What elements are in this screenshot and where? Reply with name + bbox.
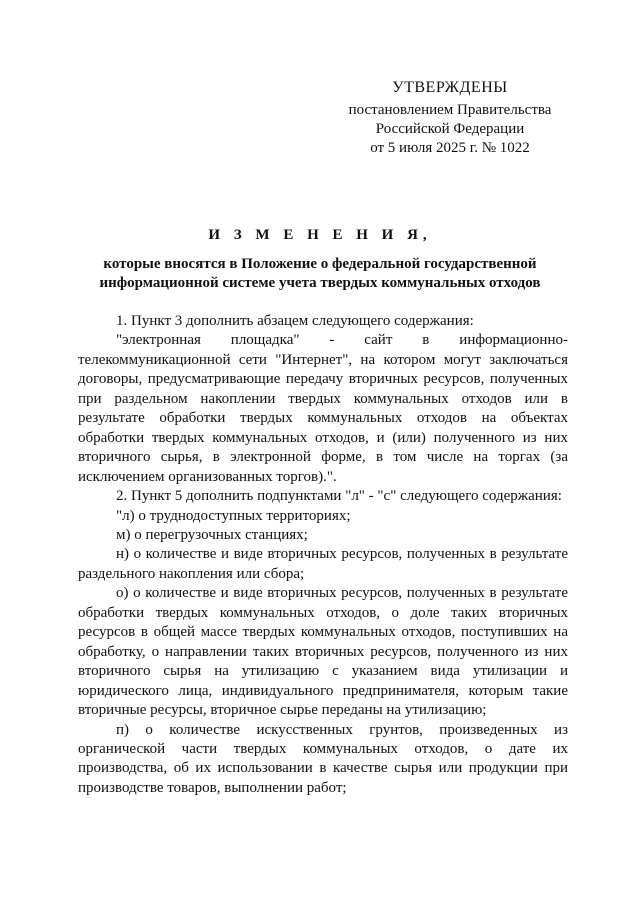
approval-line-3: от 5 июля 2025 г. № 1022: [370, 140, 530, 156]
approval-title: УТВЕРЖДЕНЫ: [392, 79, 508, 96]
paragraph: "л) о труднодоступных территориях;: [116, 507, 351, 524]
document-subtitle: которые вносятся в Положение о федеральной государственной информационной системе учета твердых коммунальных отходов: [99, 256, 541, 291]
paragraph: "электронная площадка" - сайт в информационно-телекоммуникационной сети "Интернет", на котором могут заключаться договоры, предусматривающие передачу вторичных ресурсов, полученных при раздельном накоплении твердых коммунальных отходов или в результате обработки твердых коммунальных отходов на объектах обработки твердых коммунальных отходов, и (или) полученного из них вторичного сырья, в электронной форме, в том числе на торгах (за исключением организованных торгов).".: [78, 332, 568, 485]
paragraph: 1. Пункт 3 дополнить абзацем следующего содержания:: [116, 313, 474, 329]
approval-line-2: Российской Федерации: [375, 121, 525, 137]
paragraph: н) о количестве и виде вторичных ресурсов, полученных в результате раздельного накопления или сбора;: [78, 546, 568, 582]
paragraph: о) о количестве и виде вторичных ресурсов, полученных в результате обработки твердых коммунальных отходов, о доле таких вторичных ресурсов в общей массе твердых коммунальных отходов, поступивших на обработку, о направлении таких вторичных ресурсов, полученного из них вторичного сырья на утилизацию с указанием вида утилизации и юридического лица, индивидуального предпринимателя, которым такие вторичные ресурсы, вторичное сырье переданы на утилизацию;: [78, 585, 568, 719]
document-heading: [60, 226, 580, 293]
approval-block: [300, 78, 600, 158]
approval-line-1: постановлением Правительства: [348, 102, 552, 118]
paragraph: м) о перегрузочных станциях;: [116, 526, 308, 543]
paragraph: 2. Пункт 5 дополнить подпунктами "л" - "с" следующего содержания:: [116, 488, 562, 505]
document-body: [78, 312, 568, 798]
document-title: И З М Е Н Е Н И Я,: [208, 227, 432, 243]
paragraph: п) о количестве искусственных грунтов, произведенных из органической части твердых коммунальных отходов, о дате их производства, об их использовании в качестве сырья или продукции при производстве товаров, выполнении работ;: [78, 721, 568, 796]
